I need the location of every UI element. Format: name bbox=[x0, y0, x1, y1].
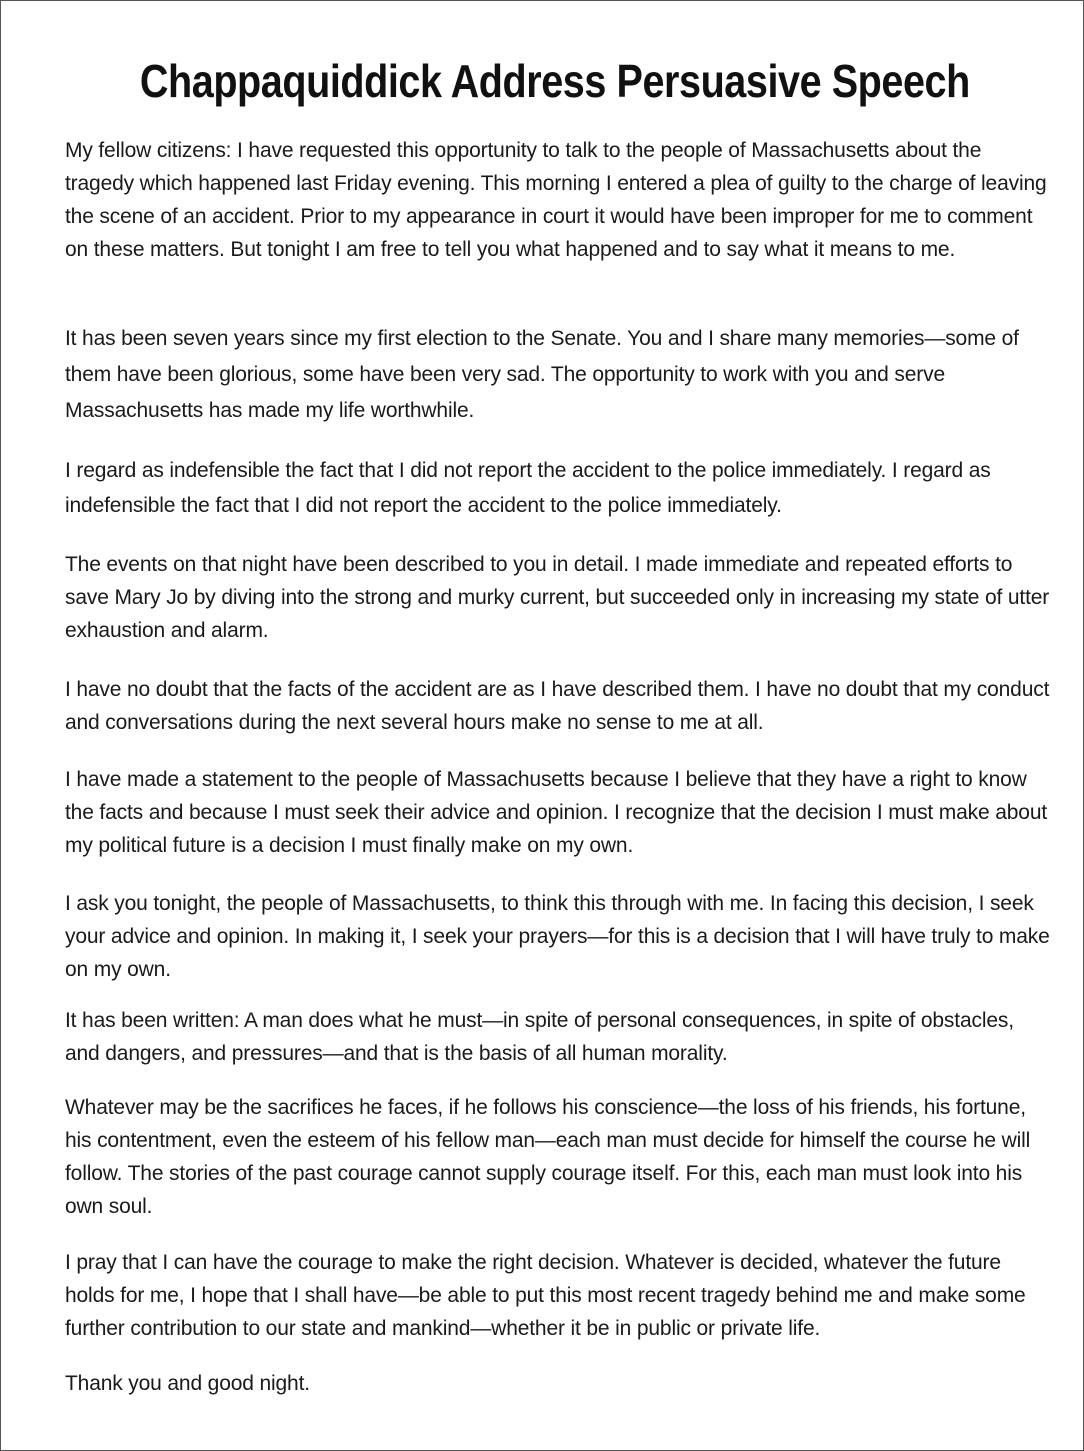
paragraph-3: I regard as indefensible the fact that I did not report the accident to the police immediately. I regard as indefensible the fact that I did not report the accident to the police immediately. bbox=[65, 459, 991, 517]
paragraph-2: It has been seven years since my first election to the Senate. You and I share many memories—some of them have been glorious, some have been very sad. The opportunity to work with you and serve Massachusetts has made my life worthwhile. bbox=[65, 327, 1019, 422]
paragraph-11: Thank you and good night. bbox=[65, 1372, 310, 1395]
document-title: Chappaquiddick Address Persuasive Speech bbox=[139, 55, 970, 107]
paragraph-8: It has been written: A man does what he must—in spite of personal consequences, in spite of obstacles, and dangers, and pressures—and that is the basis of all human morality. bbox=[65, 1009, 1014, 1065]
paragraph-5: I have no doubt that the facts of the accident are as I have described them. I have no doubt that my conduct and conversations during the next several hours make no sense to me at all. bbox=[65, 678, 1050, 734]
paragraph-6: I have made a statement to the people of Massachusetts because I believe that they have a right to know the facts and because I must seek their advice and opinion. I recognize that the decision I must make about my political future is a decision I must finally make on my own. bbox=[65, 768, 1048, 857]
paragraph-7: I ask you tonight, the people of Massachusetts, to think this through with me. In facing this decision, I seek your advice and opinion. In making it, I seek your prayers—for this is a decision that I will have truly to make on my own. bbox=[65, 892, 1050, 981]
paragraph-9: Whatever may be the sacrifices he faces, if he follows his conscience—the loss of his friends, his fortune, his contentment, even the esteem of his fellow man—each man must decide for himself the course he will follow. The stories of the past courage cannot supply courage itself. For this, each man must look into his own soul. bbox=[65, 1096, 1031, 1218]
paragraph-1: My fellow citizens: I have requested this opportunity to talk to the people of Massachusetts about the tragedy which happened last Friday evening. This morning I entered a plea of guilty to the charge of leaving the scene of an accident. Prior to my appearance in court it would have been improper for me to comment on these matters. But tonight I am free to tell you what happened and to say what it means to me. bbox=[65, 139, 1047, 261]
paragraph-10: I pray that I can have the courage to make the right decision. Whatever is decided, whatever the future holds for me, I hope that I shall have—be able to put this most recent tragedy behind me and make some further contribution to our state and mankind—whether it be in public or private life. bbox=[65, 1251, 1026, 1340]
paragraph-4: The events on that night have been described to you in detail. I made immediate and repeated efforts to save Mary Jo by diving into the strong and murky current, but succeeded only in increasing my state of utter exhaustion and alarm. bbox=[65, 553, 1050, 642]
